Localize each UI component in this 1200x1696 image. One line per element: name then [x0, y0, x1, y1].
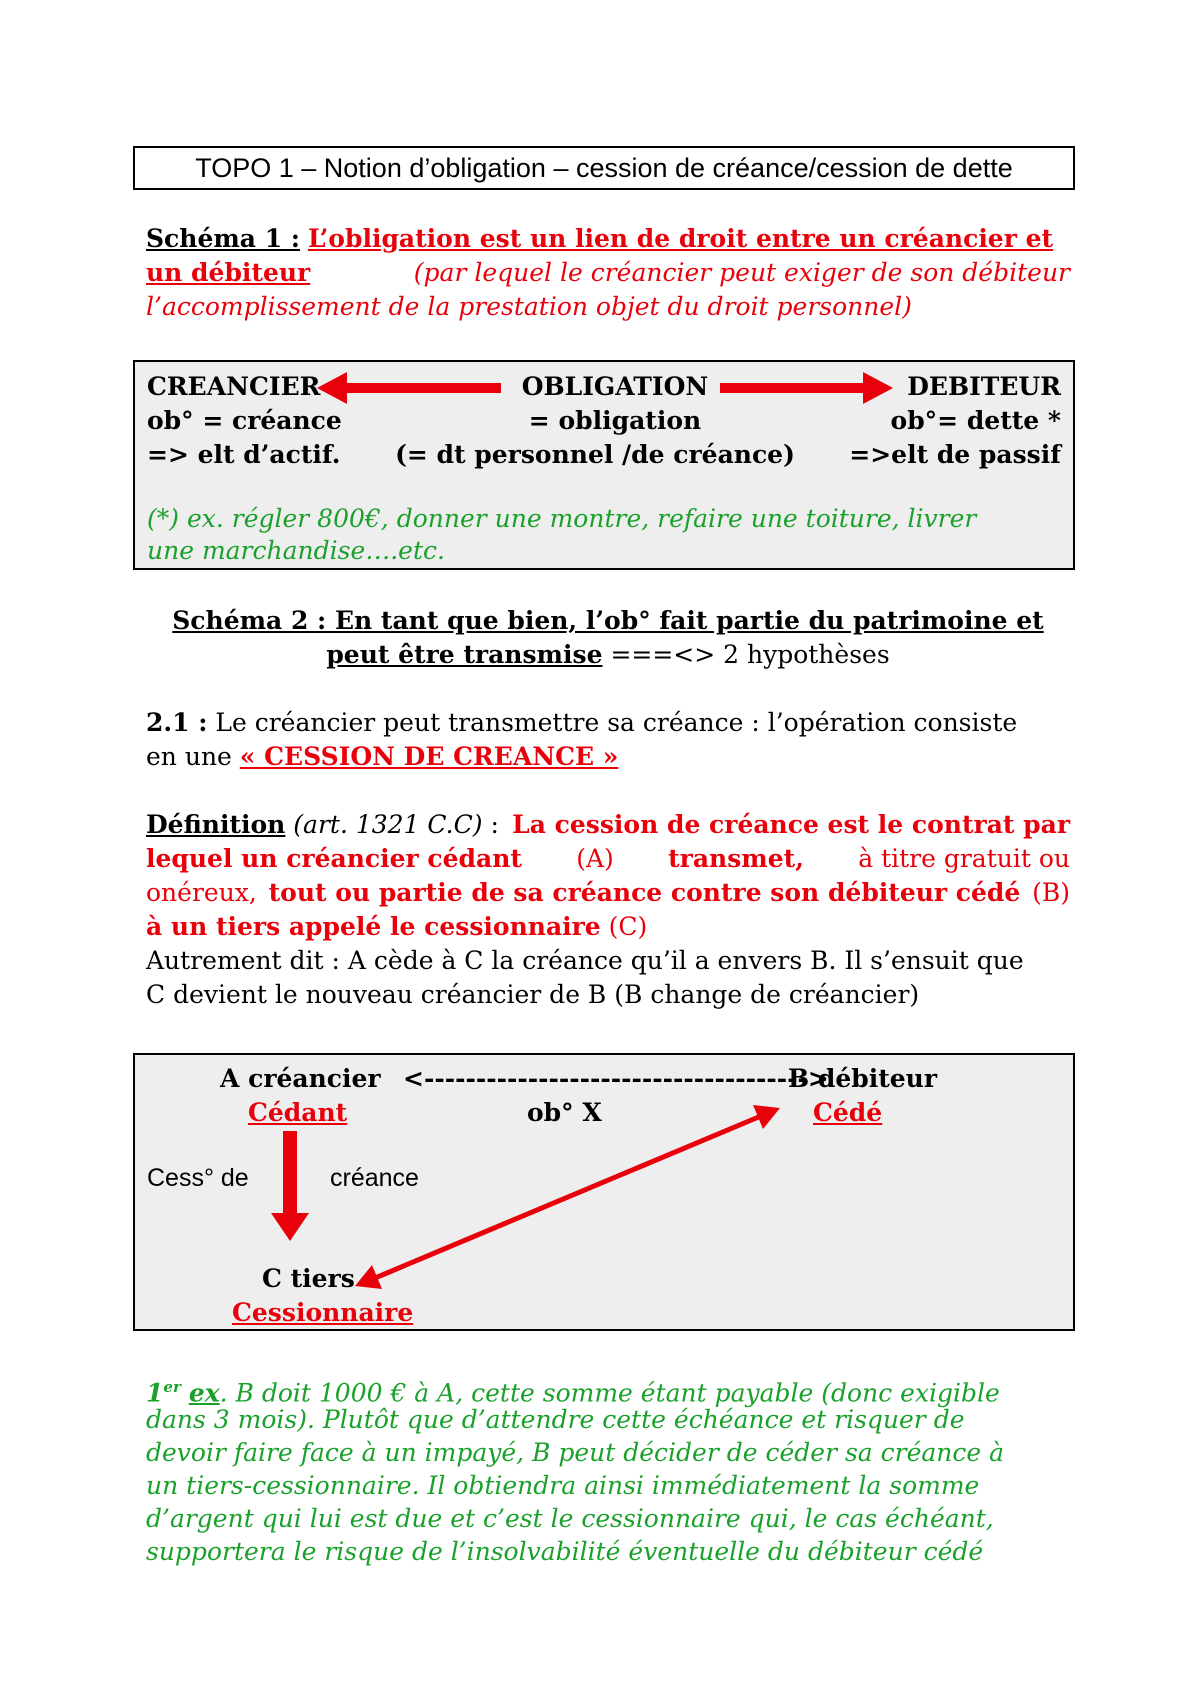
obligation-title: OBLIGATION [521, 372, 709, 401]
cedant-label: Cédant [248, 1098, 348, 1127]
schema2-rest: ===<> 2 hypothèses [610, 640, 890, 669]
debiteur-title: DEBITEUR [907, 372, 1061, 401]
definition-2d: à titre gratuit ou [858, 844, 1070, 873]
note-line2: une marchandise….etc. [147, 536, 445, 565]
schema2-line2 [146, 638, 1070, 672]
section21-label: 2.1 : [146, 708, 208, 737]
example-line4: un tiers-cessionnaire. Il obtiendra ainsi immédiatement la somme [146, 1471, 980, 1500]
diagonal-arrow-icon [355, 1105, 780, 1289]
example-label-ex: ex [188, 1378, 220, 1408]
schema2-bold: peut être transmise [326, 640, 603, 669]
cessionnaire-label: Cessionnaire [232, 1298, 414, 1327]
cession-diagram-box [133, 1053, 1075, 1331]
example-line6: supportera le risque de l’insolvabilité éventuelle du débiteur cédé [146, 1537, 984, 1566]
example-label-sup: er [163, 1378, 181, 1396]
creancier-line2: ob° = créance [147, 406, 342, 435]
definition-2c: transmet, [668, 844, 804, 873]
definition-line2 [146, 842, 1070, 876]
schema1-line2 [146, 256, 1070, 290]
schema1-line1 [146, 222, 1053, 256]
ob-x-label: ob° X [527, 1098, 602, 1127]
section21-line2 [146, 740, 618, 774]
cess-de-label: Cess° de [147, 1164, 249, 1192]
section21-line1 [146, 706, 1017, 740]
left-arrow-icon [317, 372, 501, 404]
document-title: TOPO 1 – Notion d’obligation – cession de créance/cession de dette [195, 152, 1013, 183]
cession-arrows [135, 1055, 1073, 1329]
a-b-link-label: <-------------------------------------> [403, 1064, 829, 1093]
definition-3c: (B) [1032, 878, 1070, 907]
definition-line1 [146, 808, 1070, 842]
definition-2b: (A) [576, 844, 614, 873]
definition-ref: (art. 1321 C.C) [293, 810, 483, 839]
definition-4b: (C) [608, 912, 648, 941]
obligation-diagram-box [133, 360, 1075, 570]
schema1-heading-1: L’obligation est un lien de droit entre un créancier et [308, 224, 1054, 253]
cede-label: Cédé [813, 1098, 883, 1127]
example-line2: dans 3 mois). Plutôt que d’attendre cette échéance et risquer de [146, 1405, 965, 1434]
schema1-text-2: (par lequel le créancier peut exiger de son débiteur [413, 258, 1070, 287]
definition-colon: : [490, 810, 499, 839]
right-arrow-icon [720, 372, 893, 404]
debiteur-line3: =>elt de passif [849, 440, 1061, 469]
definition-red-1: La cession de créance est le contrat par [512, 810, 1070, 839]
creancier-title: CREANCIER [147, 372, 321, 401]
down-arrow-icon [271, 1131, 309, 1241]
section21-text: Le créancier peut transmettre sa créance : l’opération consiste [215, 708, 1018, 737]
b-debiteur-label: B débiteur [788, 1064, 937, 1093]
section21-line2-start: en une [146, 742, 232, 771]
example-label: 1 [146, 1378, 164, 1408]
creancier-line3: => elt d’actif. [147, 440, 341, 469]
example-line3: devoir faire face à un impayé, B peut décider de céder sa créance à [146, 1438, 1005, 1467]
definition-3a: onéreux, [146, 878, 257, 907]
definition-line6: C devient le nouveau créancier de B (B change de créancier) [146, 980, 920, 1009]
obligation-line3: (= dt personnel /de créance) [395, 440, 795, 469]
example-text-1: . B doit 1000 € à A, cette somme étant payable (donc exigible [219, 1378, 1000, 1408]
definition-2a: lequel un créancier cédant [146, 844, 522, 873]
definition-line3 [146, 876, 1070, 910]
cession-de-creance-term: « CESSION DE CREANCE » [239, 742, 619, 771]
a-creancier-label: A créancier [220, 1064, 381, 1093]
example-line5: d’argent qui lui est due et c’est le cessionnaire qui, le cas échéant, [146, 1504, 994, 1533]
definition-4a: à un tiers appelé le cessionnaire [146, 912, 601, 941]
c-tiers-label: C tiers [262, 1264, 355, 1293]
note-line1: (*) ex. régler 800€, donner une montre, refaire une toiture, livrer [147, 504, 977, 533]
definition-label: Définition [146, 810, 286, 839]
document-title-box [133, 146, 1075, 190]
definition-line4 [146, 910, 647, 944]
definition-3b: tout ou partie de sa créance contre son débiteur cédé [268, 878, 1021, 907]
definition-line5: Autrement dit : A cède à C la créance qu’il a envers B. Il s’ensuit que [146, 946, 1024, 975]
creance-label: créance [330, 1164, 419, 1192]
schema1-text-3: l’accomplissement de la prestation objet du droit personnel) [146, 292, 912, 321]
schema1-heading-2: un débiteur [146, 258, 311, 287]
obligation-line2: = obligation [528, 406, 702, 435]
schema1-label: Schéma 1 : [146, 224, 301, 253]
schema2-line1: Schéma 2 : En tant que bien, l’ob° fait partie du patrimoine et [172, 606, 1044, 635]
debiteur-line2: ob°= dette * [890, 406, 1061, 435]
